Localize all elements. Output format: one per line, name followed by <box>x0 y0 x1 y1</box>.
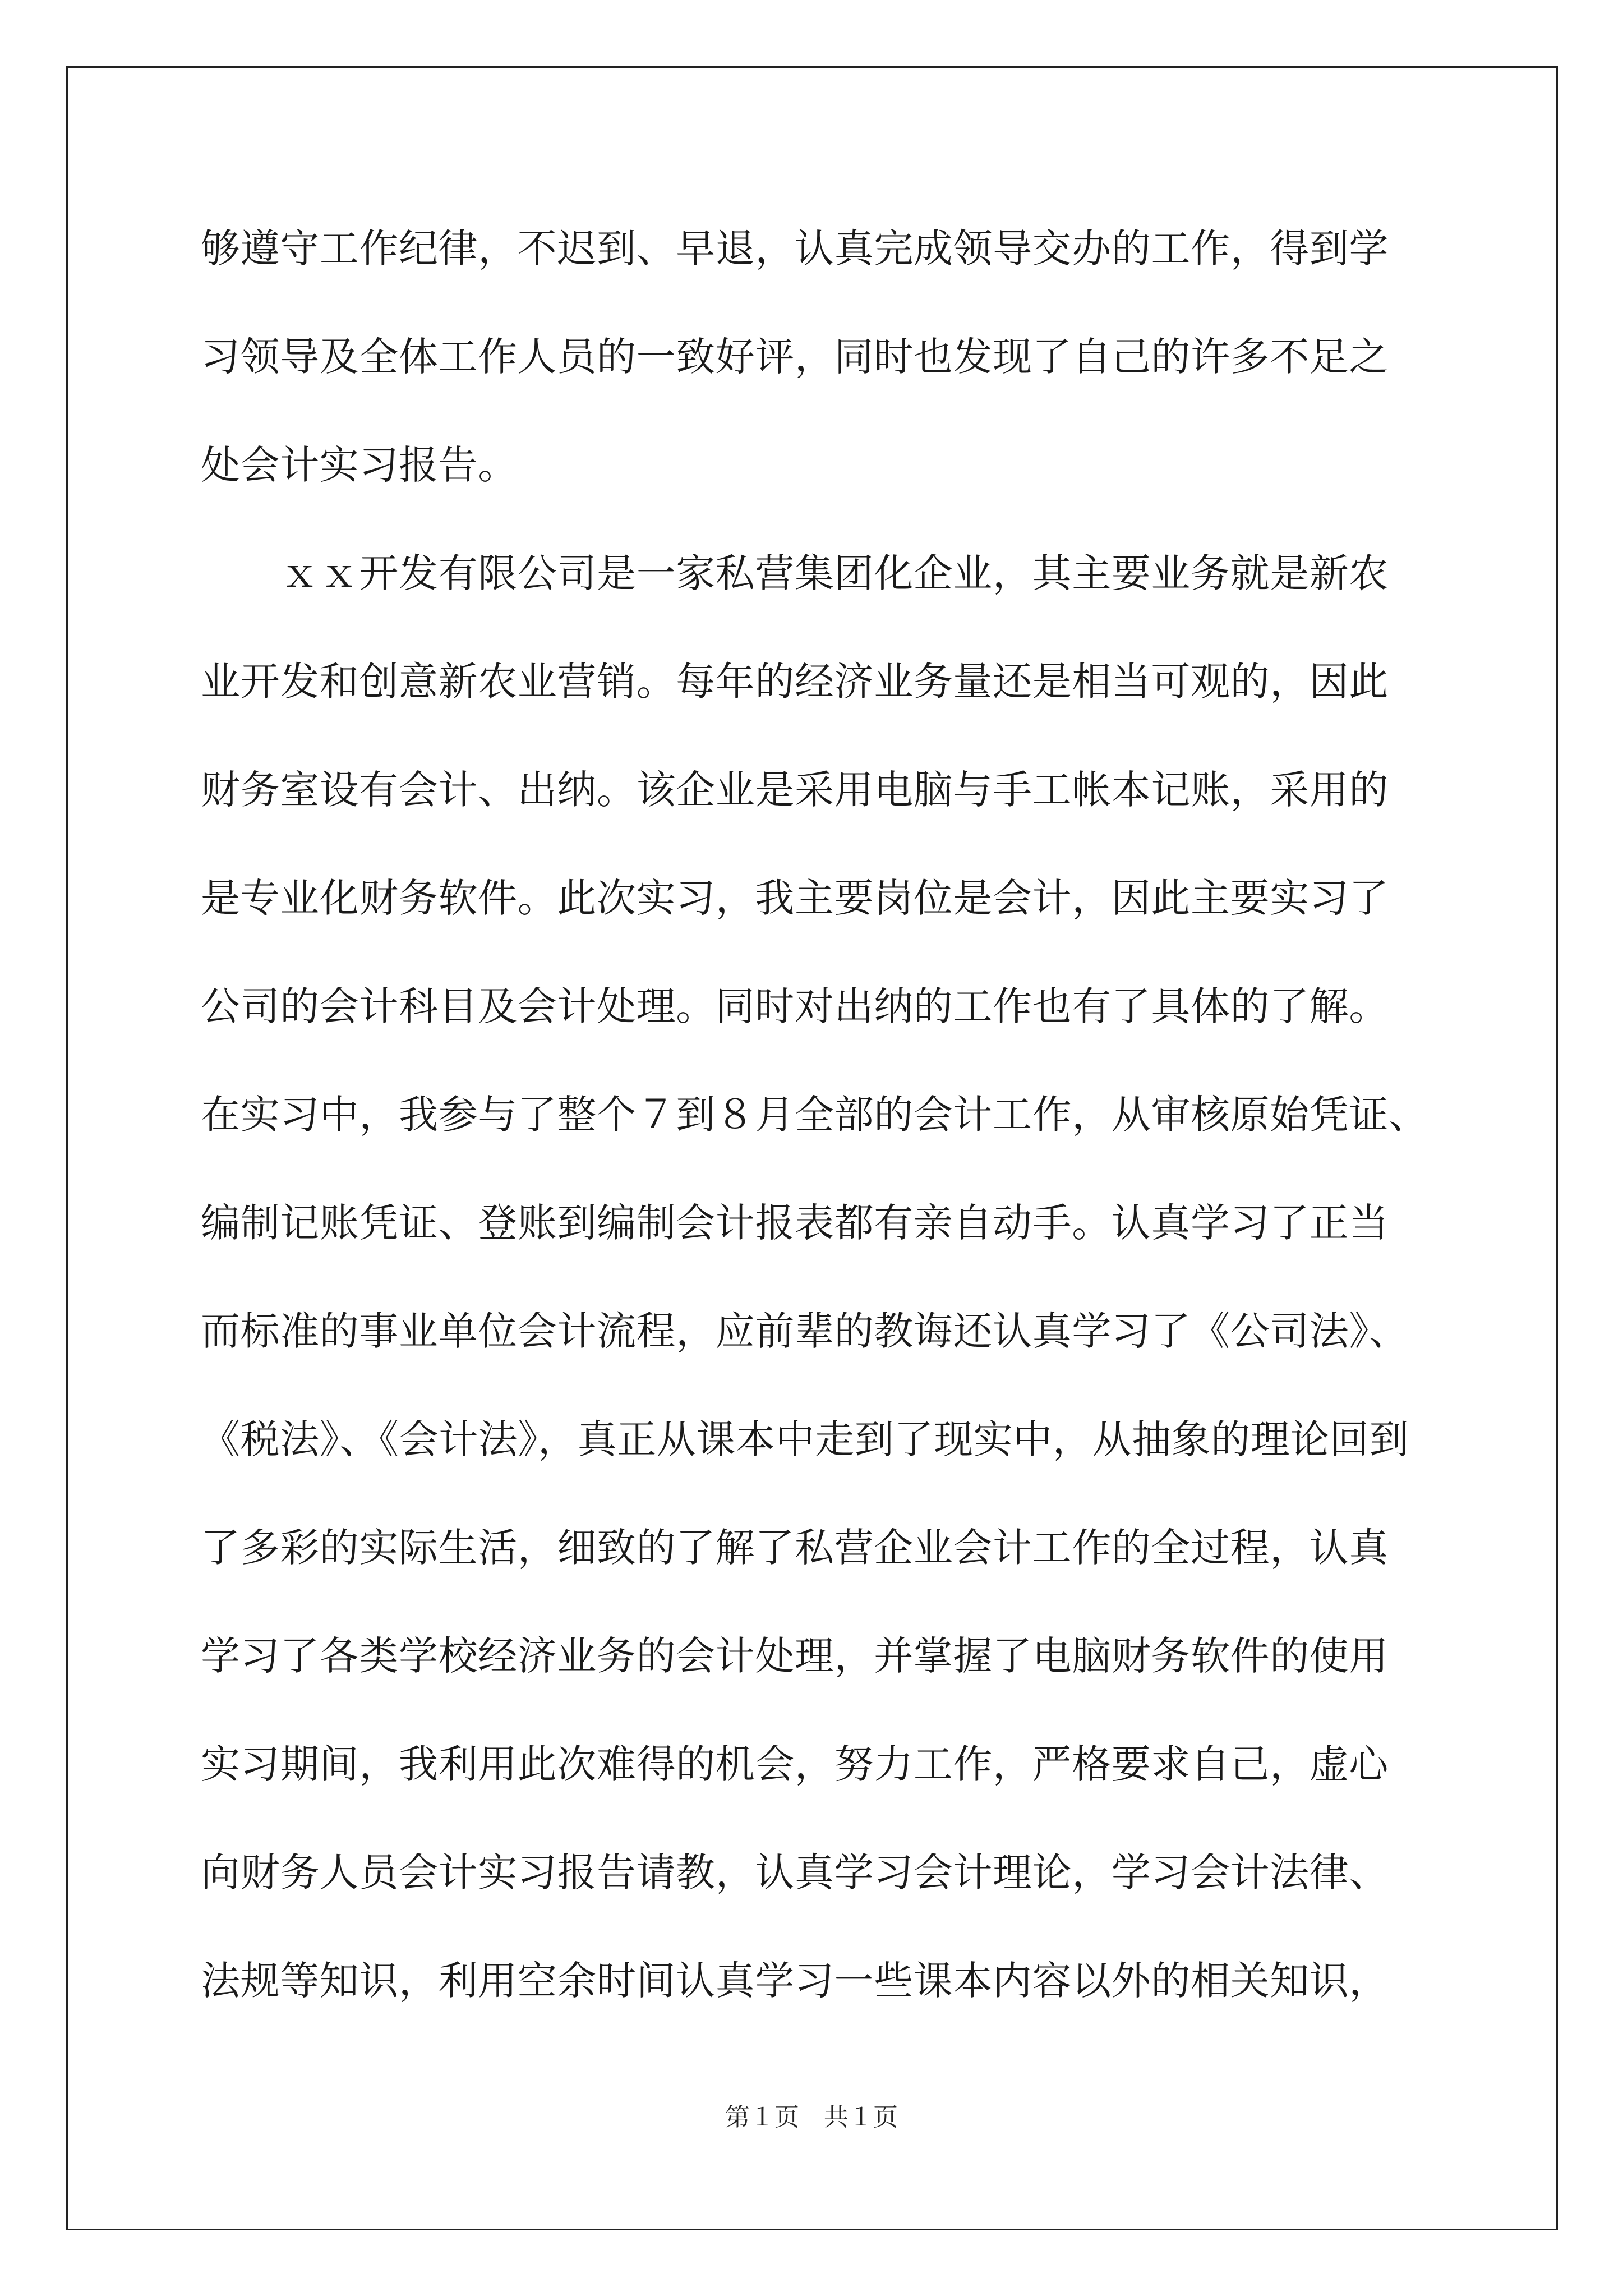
text-line: 在实习中，我参与了整个７到８月全部的会计工作，从审核原始凭证、 <box>201 1092 1428 1138</box>
text-line: 法规等知识，利用空余时间认真学习一些课本内容以外的相关知识， <box>201 1958 1389 2004</box>
document-body <box>201 218 1435 2058</box>
text-line: 是专业化财务软件。此次实习，我主要岗位是会计，因此主要实习了 <box>201 875 1389 921</box>
text-line: 而标准的事业单位会计流程，应前辈的教诲还认真学习了《公司法》、 <box>201 1308 1409 1354</box>
text-line: 够遵守工作纪律，不迟到、早退，认真完成领导交办的工作，得到学 <box>201 226 1389 272</box>
text-line: 业开发和创意新农业营销。每年的经济业务量还是相当可观的，因此 <box>201 659 1389 705</box>
text-line: 公司的会计科目及会计处理。同时对出纳的工作也有了具体的了解。 <box>201 983 1389 1029</box>
text-line: 实习期间，我利用此次难得的机会，努力工作，严格要求自己，虚心 <box>201 1741 1389 1787</box>
text-line: 学习了各类学校经济业务的会计处理，并掌握了电脑财务软件的使用 <box>201 1633 1389 1679</box>
text-line: 习领导及全体工作人员的一致好评，同时也发现了自己的许多不足之 <box>201 334 1389 380</box>
text-line: 编制记账凭证、登账到编制会计报表都有亲自动手。认真学习了正当 <box>201 1200 1389 1246</box>
text-line: 财务室设有会计、出纳。该企业是采用电脑与手工帐本记账，采用的 <box>201 767 1389 813</box>
text-line: 了多彩的实际生活，细致的了解了私营企业会计工作的全过程，认真 <box>201 1525 1389 1571</box>
text-line: 向财务人员会计实习报告请教，认真学习会计理论，学习会计法律、 <box>201 1849 1389 1895</box>
text-line: ｘｘ开发有限公司是一家私营集团化企业，其主要业务就是新农 <box>201 550 1389 596</box>
page-number-footer: 第１页 共１页 <box>725 2103 898 2132</box>
text-line: 处会计实习报告。 <box>201 442 518 488</box>
text-line: 《税法》、《会计法》，真正从课本中走到了现实中，从抽象的理论回到 <box>201 1416 1409 1462</box>
